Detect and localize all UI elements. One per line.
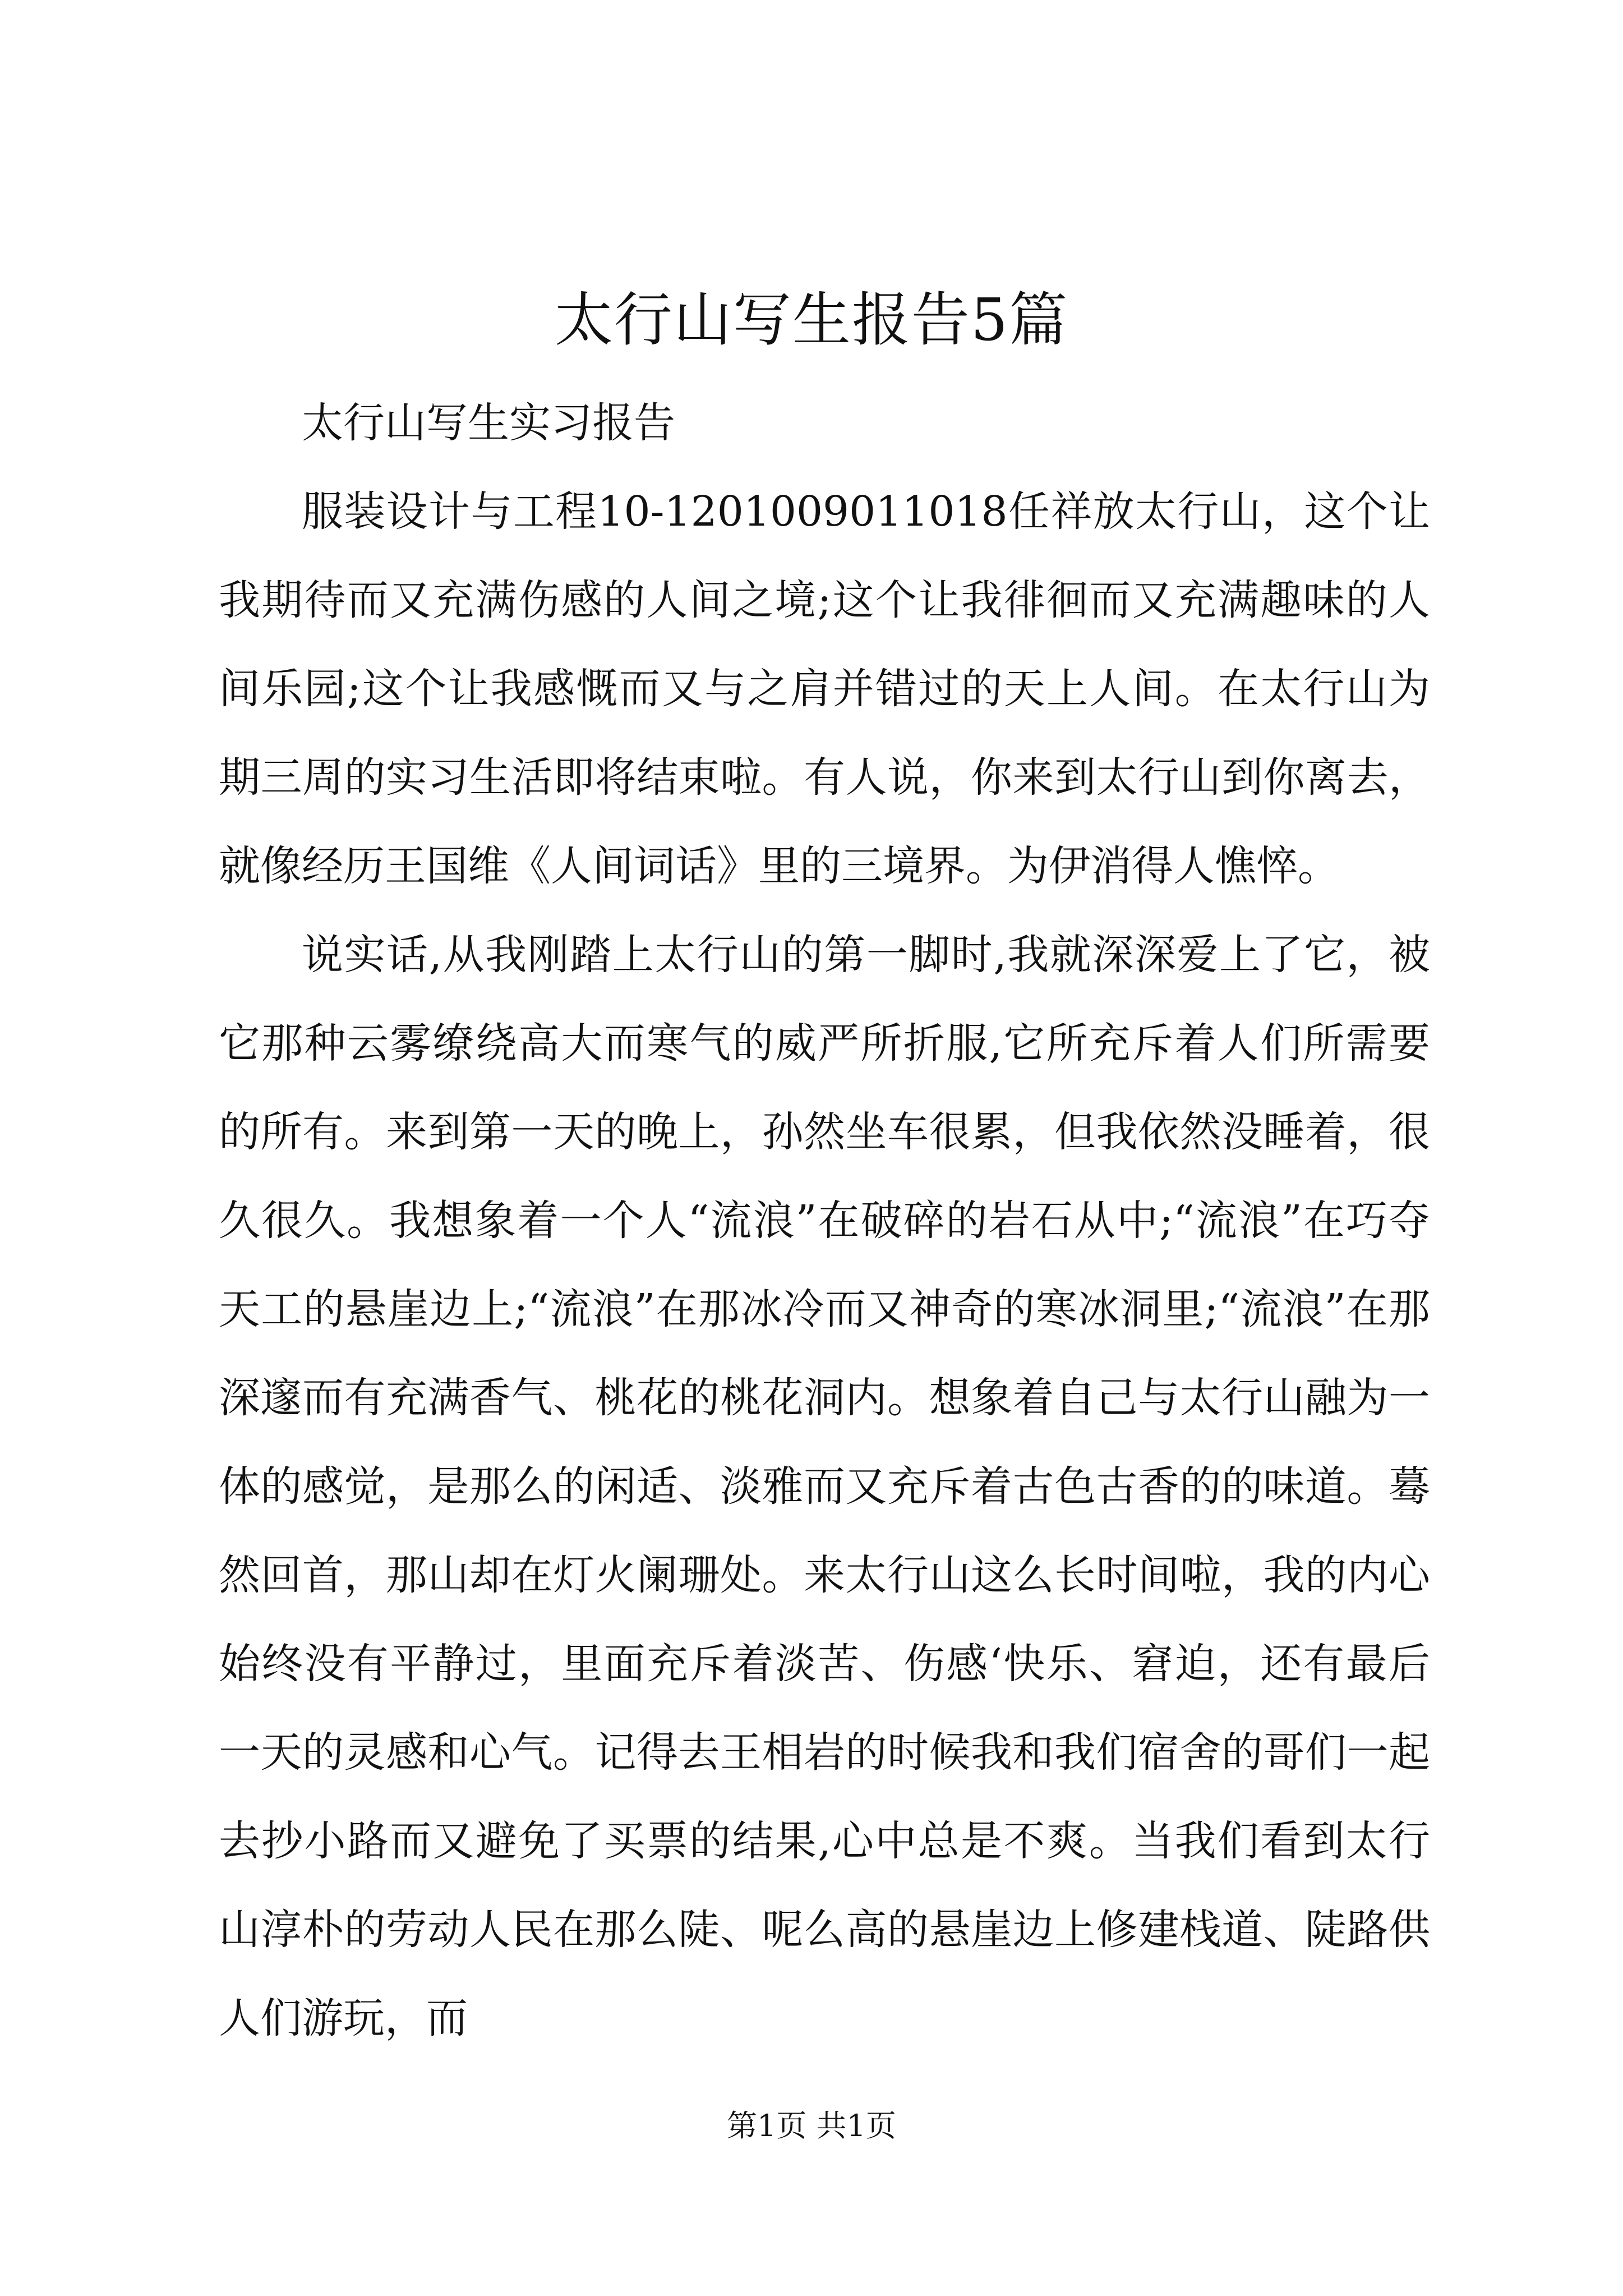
body-paragraph: 服装设计与工程10-1201009011018任祥放太行山，这个让我期待而又充满伤感的人间之境;这个让我徘徊而又充满趣味的人间乐园;这个让我感慨而又与之肩并错过的天上人间。在太行山为期三周的实习生活即将结束啦。有人说，你来到太行山到你离去，就像经历王国维《人间词话》里的三境界。为伊消得人憔悴。: [219, 487, 1430, 890]
document-body: [219, 379, 1430, 2063]
page-footer: 第1页 共1页: [727, 2108, 896, 2143]
subtitle-paragraph: 太行山写生实习报告: [302, 399, 675, 447]
document-title: 太行山写生报告5篇: [554, 286, 1069, 354]
body-paragraph: 说实话,从我刚踏上太行山的第一脚时,我就深深爱上了它，被它那种云雾缭绕高大而寒气的威严所折服,它所充斥着人们所需要的所有。来到第一天的晚上，孙然坐车很累，但我依然没睡着，很久很久。我想象着一个人“流浪”在破碎的岩石从中;“流浪”在巧夺天工的悬崖边上;“流浪”在那冰冷而又神奇的寒冰洞里;“流浪”在那深邃而有充满香气、桃花的桃花洞内。想象着自己与太行山融为一体的感觉，是那么的闲适、淡雅而又充斥着古色古香的的味道。蓦然回首，那山却在灯火阑珊处。来太行山这么长时间啦，我的内心始终没有平静过，里面充斥着淡苦、伤感‘快乐、窘迫，还有最后一天的灵感和心气。记得去王相岩的时候我和我们宿舍的哥们一起去抄小路而又避免了买票的结果,心中总是不爽。当我们看到太行山淳朴的劳动人民在那么陡、呢么高的悬崖边上修建栈道、陡路供人们游玩，而: [219, 931, 1430, 2042]
